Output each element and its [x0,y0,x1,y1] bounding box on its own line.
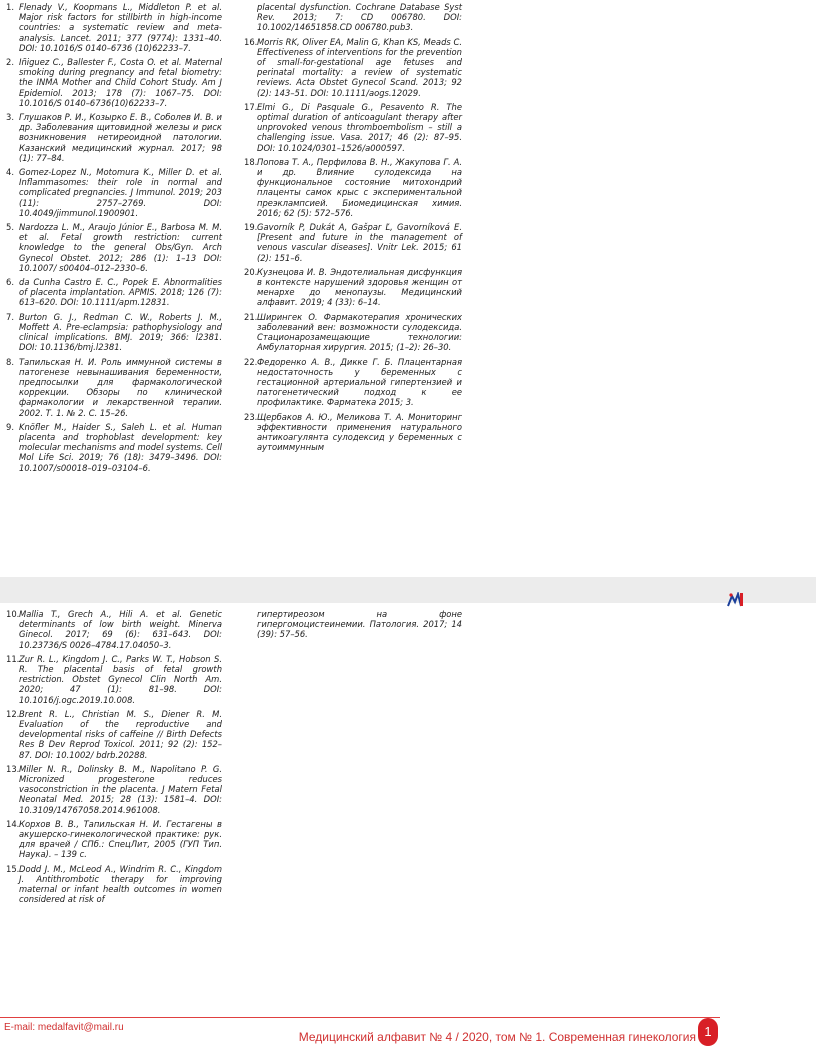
reference-item [6,112,222,163]
reference-item [6,864,222,905]
reference-text: Тапильская Н. И. Роль иммунной системы в патогенезе невынашивания беременности, предпосылки для фармакологической коррекции. Обзоры по клинической фармакологии и лекарственной терапии. 2002. Т. 1. № 2. С. 15–26. [19,356,222,418]
reference-text: Elmi G., Di Pasquale G., Pesavento R. The optimal duration of anticoagulant therapy after unprovoked venous thromboembolism – still a challenging issue. Vasa. 2017; 46 (2): 87–95. DOI: 10.1024/0301–1526/a000597. [257,101,462,153]
reference-item [244,157,462,218]
reference-item [244,412,462,453]
reference-item [6,57,222,108]
reference-item [6,764,222,815]
reference-number: 13. [6,763,20,774]
section-divider-band [0,577,816,603]
reference-text: Gavorník P, Dukát A, Gašpar Ľ, Gavorníková E. [Present and future in the management of venous vascular diseases]. Vnitr Lek. 2015; 61 (2): 151–6. [257,222,462,263]
journal-logo-icon [727,592,745,607]
reference-item [6,654,222,705]
reference-item [6,609,222,650]
reference-list [6,609,222,904]
reference-item [6,2,222,53]
reference-text: Корхов В. В., Тапильская Н. И. Гестагены в акушерско-гинекологической практике: рук. для врачей / СПб.: СпецЛит, 2005 (ГУП Тип. Наука). – 139 с. [19,818,222,860]
reference-number: 22. [244,356,258,367]
reference-number: 15. [6,863,20,874]
reference-item [244,267,462,308]
footer-email[interactable]: E-mail: medalfavit@mail.ru [4,1022,124,1033]
reference-text: Попова Т. А., Перфилова В. Н., Жакупова Г. А. и др. Влияние сулодексида на функциональное состояние митохондрий плаценты самок крыс с экспериментальной преэклампсией. Биомедицинская химия. 2016; 62 (5): 572–576. [257,156,462,218]
reference-text: da Cunha Castro E. C., Popek E. Abnormalities of placenta implantation. APMIS. 2018; 126 (7): 613–620. DOI: 10.1111/apm.12831. [19,277,222,308]
reference-continuation: гипертиреозом на фоне гипергомоцистеинемии. Патология. 2017; 14 (39): 57–56. [257,609,462,640]
reference-list [244,2,462,452]
reference-text: Ширингек О. Фармакотерапия хронических заболеваний вен: возможности сулодексида. Стационарозамещающие технологии: Амбулаторная хирургия. 2015; (1–2): 26–30. [257,311,462,353]
references-column-2 [244,2,462,456]
footer-journal-title: Медицинский алфавит № 4 / 2020, том № 1. Современная гинекология [298,1030,696,1044]
reference-text: Dodd J. M., McLeod A., Windrim R. C., Kingdom J. Antithrombotic therapy for improving maternal or infant health outcomes in women considered at risk of [19,863,222,905]
reference-text: Кузнецова И. В. Эндотелиальная дисфункция в контексте нарушений здоровья женщин от менархе до менопаузы. Медицинский алфавит. 2019; 4 (33): 6–14. [257,266,462,308]
reference-text: Iñiguez C., Ballester F., Costa O. et al. Maternal smoking during pregnancy and fetal biometry: the INMA Mother and Child Cohort Study. Am J Epidemiol. 2013; 178 (7): 1067–75. DOI: 10.1016/S 0140–6736(10)62233–7. [19,57,222,108]
reference-text: Burton G. J., Redman C. W., Roberts J. M., Moffett A. Pre-eclampsia: pathophysiology and clinical implications. BMJ. 2019; 366: l2381. DOI: 10.1136/bmj.l2381. [19,311,222,353]
reference-text: Gomez-Lopez N., Motomura K., Miller D. et al. Inflammasomes: their role in normal and complicated pregnancies. J Immunol. 2019; 203 (11): 2757–2769. DOI: 10.4049/jimmunol.1900901. [19,167,222,218]
reference-text: Miller N. R., Dolinsky B. M., Napolitano P. G. Micronized progesterone reduces vasoconstriction in the placenta. J Matern Fetal Neonatal Med. 2015; 28 (13): 1581–4. DOI: 10.3109/14767058.2014.961008. [19,763,222,815]
reference-number: 18. [244,156,258,167]
reference-number: 7. [6,311,14,322]
reference-text: Brent R. L., Christian M. S., Diener R. M. Evaluation of the reproductive and developmental risks of caffeine // Birth Defects Res B Dev Reprod Toxicol. 2011; 92 (2): 152–87. DOI: 10.1002/ bdrb.20288. [19,708,222,760]
references-column-4 [244,609,462,640]
reference-number: 12. [6,708,20,719]
reference-text: Федоренко А. В., Дикке Г. Б. Плацентарная недостаточность у беременных с гестационной артериальной гипертензией и патогенетический подход к ее профилактике. Фарматека 2015; 3. [257,356,462,408]
reference-item [6,222,222,273]
reference-number: 11. [6,653,20,664]
reference-item [6,422,222,473]
reference-item [6,277,222,308]
reference-number: 20. [244,266,258,277]
reference-number: 10. [6,609,20,619]
reference-text: Глушаков Р. И., Козырко Е. В., Соболев И. В. и др. Заболевания щитовидной железы и риск возникновения нетиреоидной патологии. Казанский медицинский журнал. 2017; 98 (1): 77–84. [19,112,222,163]
reference-number: 21. [244,311,258,322]
reference-item [6,709,222,760]
reference-item [244,102,462,153]
reference-continuation: placental dysfunction. Cochrane Database Syst Rev. 2013; 7: CD 006780. DOI: 10.1002/14651858.CD 006780.pub3. [257,2,462,33]
reference-text: Щербаков А. Ю., Меликова Т. А. Мониторинг эффективности применения натурального антикоагулянта сулодексид у беременных с аутоиммунным [257,411,462,453]
reference-text: Zur R. L., Kingdom J. C., Parks W. T., Hobson S. R. The placental basis of fetal growth restriction. Obstet Gynecol Clin North Am. 2020; 47 (1): 81–98. DOI: 10.1016/j.ogc.2019.10.008. [19,653,222,705]
reference-number: 6. [6,277,14,288]
reference-text: Nardozza L. M., Araujo Júnior E., Barbosa M. M. et al. Fetal growth restriction: current knowledge to the general Obs/Gyn. Arch Gynecol Obstet. 2012; 286 (1): 1–13 DOI: 10.1007/ s00404–012–2330–6. [19,222,222,273]
reference-item [6,357,222,418]
reference-text: Flenady V., Koopmans L., Middleton P. et al. Major risk factors for stillbirth in high-income countries: a systematic review and meta-analysis. Lancet. 2011; 377 (9774): 1331–40. DOI: 10.1016/S 0140–6736 (10)62233–7. [19,2,222,53]
reference-text: Knöfler M., Haider S., Saleh L. et al. Human placenta and trophoblast development: key molecular mechanisms and model systems. Cell Mol Life Sci. 2019; 76 (18): 3479–3496. DOI: 10.1007/s00018–019–03104–6. [19,421,222,473]
reference-number: 17. [244,101,258,112]
reference-number: 1. [6,2,14,12]
page-number-badge: 1 [698,1018,718,1046]
references-column-3 [6,609,222,908]
reference-number: 3. [6,112,14,123]
reference-number: 4. [6,167,14,178]
references-column-1 [6,2,222,477]
reference-number: 5. [6,222,14,233]
reference-item [244,312,462,353]
reference-number: 23. [244,411,258,422]
reference-list [6,2,222,473]
reference-number: 8. [6,356,14,367]
reference-number: 9. [6,421,14,432]
reference-text: Mallia T., Grech A., Hili A. et al. Genetic determinants of low birth weight. Minerva Ginecol. 2017; 69 (6): 631–643. DOI: 10.23736/S 0026–4784.17.04050–3. [19,609,222,650]
reference-item [6,167,222,218]
reference-text: Morris RK, Oliver EA, Malin G, Khan KS, Meads C. Effectiveness of interventions for the prevention of small-for-gestational age fetuses and perinatal mortality: a review of systematic reviews. Acta Obstet Gynecol Scand. 2013; 92 (2): 143–51. DOI: 10.1111/aogs.12029. [257,36,462,98]
reference-number: 16. [244,36,258,47]
reference-number: 2. [6,57,14,68]
reference-list [244,609,462,640]
reference-item [244,222,462,263]
reference-item [6,312,222,353]
reference-number: 19. [244,222,258,233]
reference-item [244,357,462,408]
reference-number: 14. [6,818,20,829]
reference-item [244,37,462,98]
footer-divider [0,1017,720,1018]
reference-item [6,819,222,860]
